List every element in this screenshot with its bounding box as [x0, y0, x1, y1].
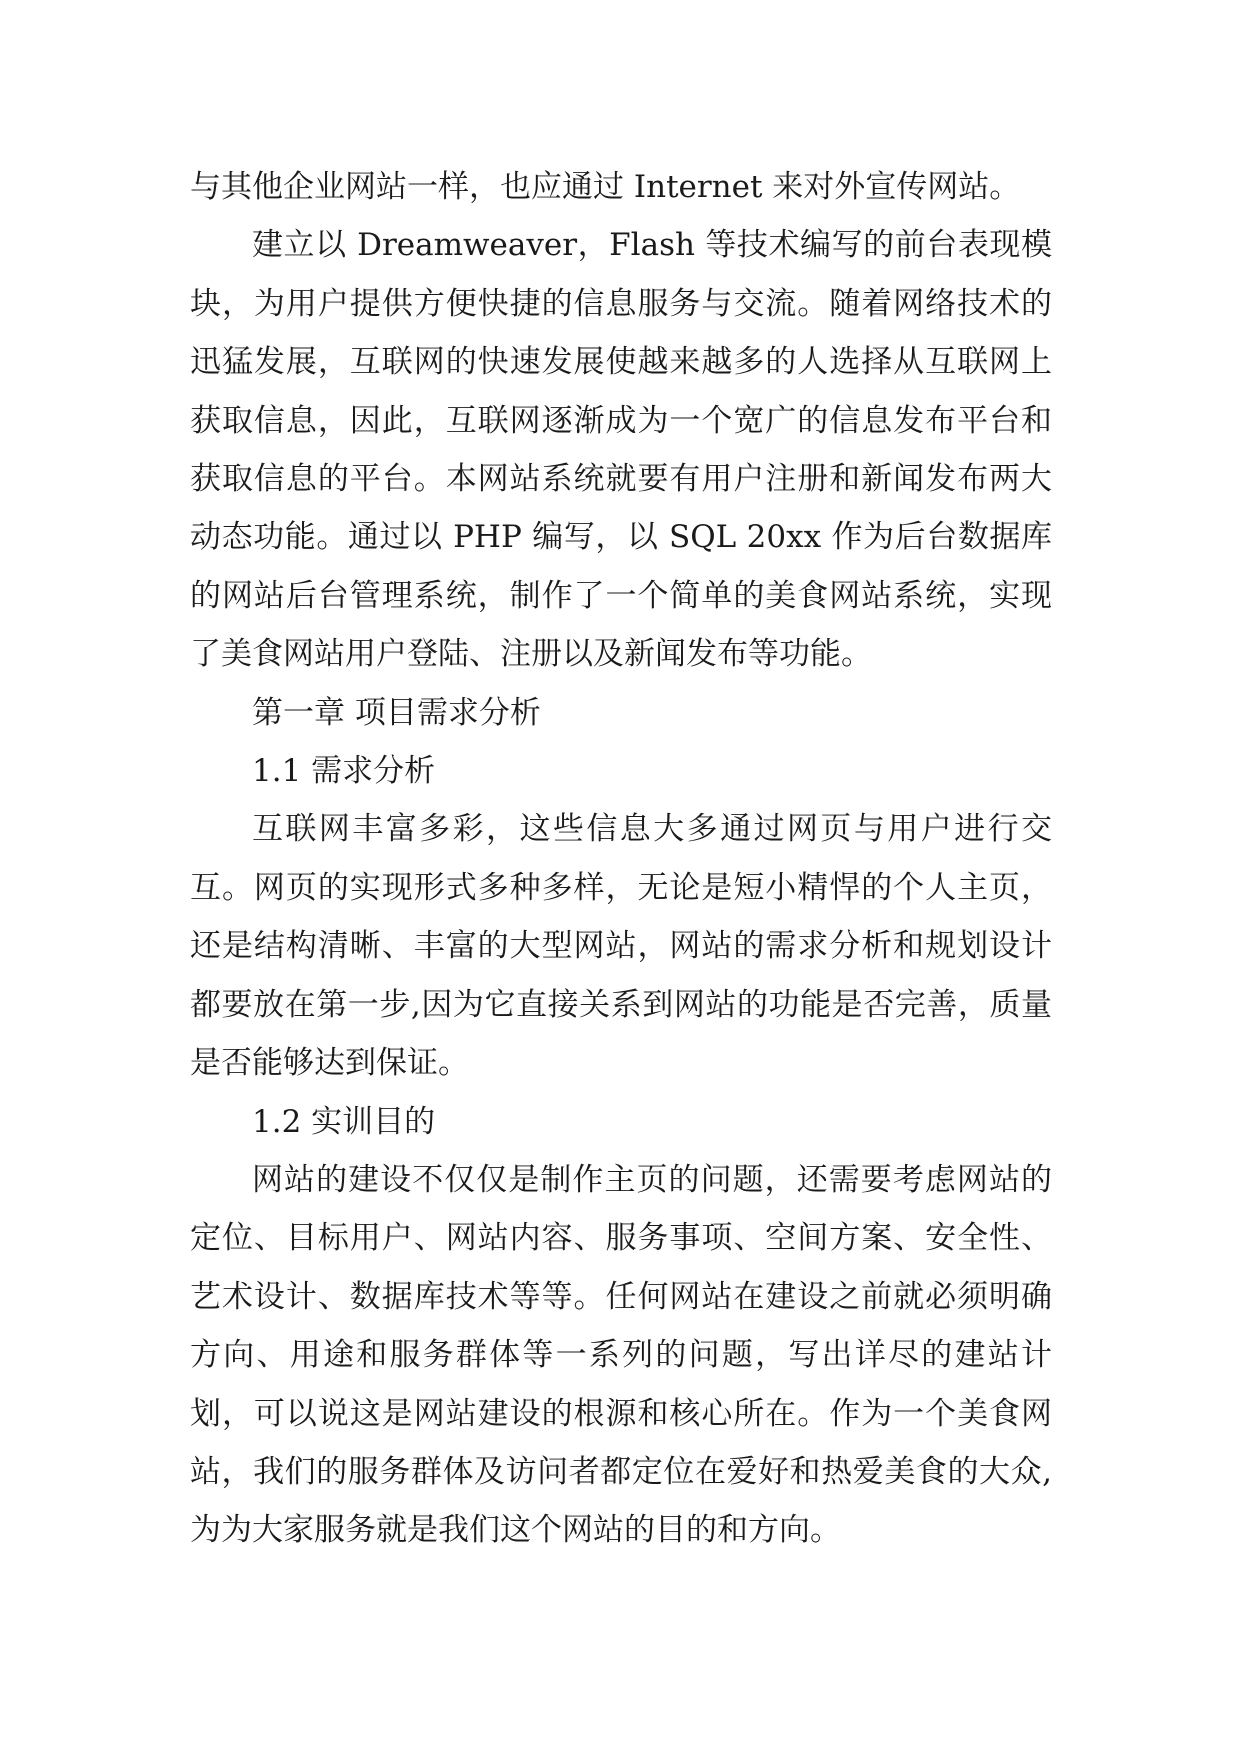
- paragraph-frontend-module: 建立以 Dreamweaver，Flash 等技术编写的前台表现模块，为用户提供方便快捷的信息服务与交流。随着网络技术的迅猛发展，互联网的快速发展使越来越多的人选择从互联网上获取信息，因此，互联网逐渐成为一个宽广的信息发布平台和获取信息的平台。本网站系统就要有用户注册和新闻发布两大动态功能。通过以 PHP 编写，以 SQL 20xx 作为后台数据库的网站后台管理系统，制作了一个简单的美食网站系统，实现了美食网站用户登陆、注册以及新闻发布等功能。: [190, 227, 1052, 673]
- paragraph-requirements: 互联网丰富多彩，这些信息大多通过网页与用户进行交互。网页的实现形式多种多样，无论是短小精悍的个人主页，还是结构清晰、丰富的大型网站，网站的需求分析和规划设计都要放在第一步,因为它直接关系到网站的功能是否完善，质量是否能够达到保证。: [190, 811, 1052, 1082]
- paragraph-continuation: 与其他企业网站一样，也应通过 Internet 来对外宣传网站。: [190, 169, 1021, 205]
- chapter-heading: 第一章 项目需求分析: [252, 694, 541, 731]
- section-heading-1-1: 1.1 需求分析: [252, 753, 436, 790]
- paragraph-training-goal: 网站的建设不仅仅是制作主页的问题，还需要考虑网站的定位、目标用户、网站内容、服务事项、空间方案、安全性、艺术设计、数据库技术等等。任何网站在建设之前就必须明确方向、用途和服务群体等一系列的问题，写出详尽的建站计划，可以说这是网站建设的根源和核心所在。作为一个美食网站，我们的服务群体及访问者都定位在爱好和热爱美食的大众,为为大家服务就是我们这个网站的目的和方向。: [190, 1161, 1052, 1549]
- document-body: [190, 158, 1052, 1560]
- section-heading-1-2: 1.2 实训目的: [252, 1103, 436, 1140]
